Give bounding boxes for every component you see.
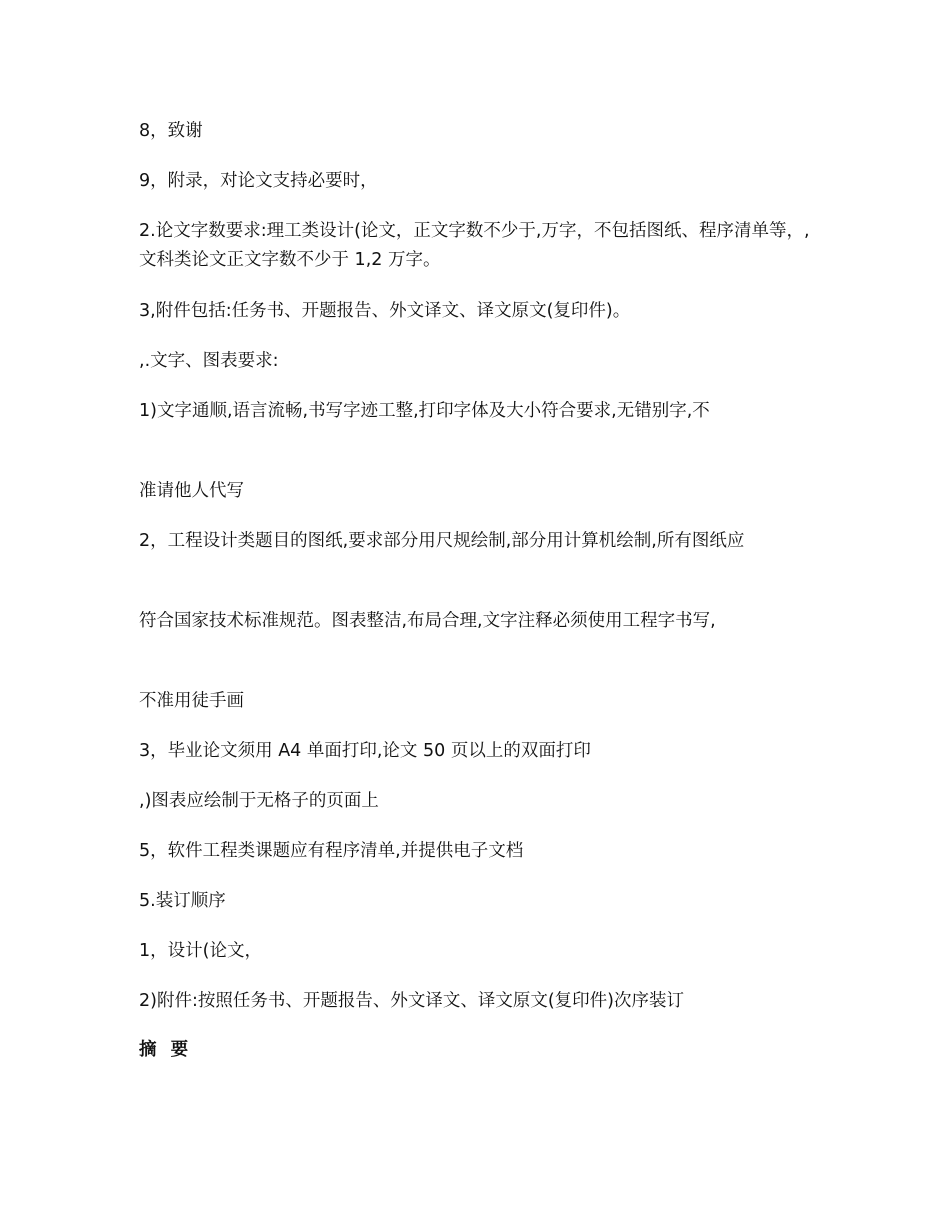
binding-order-heading: 5.装订顺序	[139, 891, 226, 911]
requirement-1: 1)文字通顺,语言流畅,书写字迹工整,打印字体及大小符合要求,无错别字,不	[139, 401, 710, 421]
binding-item-1: 1，设计(论文，	[139, 941, 262, 961]
requirement-3: 3，毕业论文须用 A4 单面打印,论文 50 页以上的双面打印	[139, 741, 591, 761]
item-appendix: 9，附录，对论文支持必要时，	[139, 171, 378, 191]
text-chart-requirements-heading: ,.文字、图表要求:	[139, 351, 279, 371]
binding-item-2: 2)附件:按照任务书、开题报告、外文译文、译文原文(复印件)次序装订	[139, 991, 685, 1011]
requirement-5: 5，软件工程类课题应有程序清单,并提供电子文档	[139, 841, 524, 861]
requirement-4: ,)图表应绘制于无格子的页面上	[139, 791, 379, 811]
requirement-2-end: 不准用徒手画	[139, 691, 244, 711]
requirement-2-continued: 符合国家技术标准规范。图表整洁,布局合理,文字注释必须使用工程字书写,	[139, 611, 716, 631]
attachments-list: 3,附件包括:任务书、开题报告、外文译文、译文原文(复印件)。	[139, 301, 631, 321]
word-count-requirement: 2.论文字数要求:理工类设计(论文，正文字数不少于,万字，不包括图纸、程序清单等，,文科类论文正文字数不少于 1,2 万字。	[139, 221, 810, 270]
item-acknowledgement: 8，致谢	[139, 121, 203, 141]
requirement-1-continued: 准请他人代写	[139, 481, 244, 501]
requirement-2: 2，工程设计类题目的图纸,要求部分用尺规绘制,部分用计算机绘制,所有图纸应	[139, 531, 745, 551]
abstract-heading: 摘 要	[139, 1040, 193, 1060]
